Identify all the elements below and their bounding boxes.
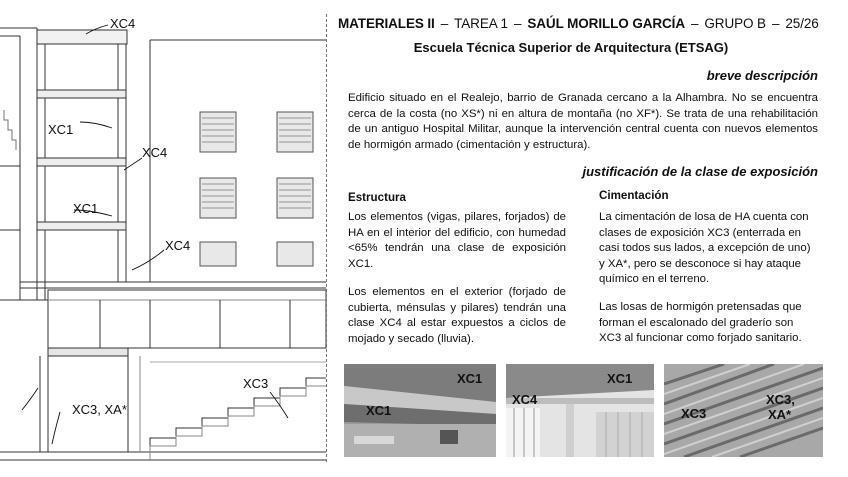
- label-xc4-mid: XC4: [142, 145, 168, 160]
- photo2-label-xc1: XC1: [607, 371, 633, 386]
- cimentacion-paragraph-1: La cimentación de losa de HA cuenta con clases de exposición XC3 (enterrada en casi todos sus lados, a excepción de uno) y XA*, pero se desconoce si hay ataque químico en el terreno.: [599, 211, 811, 286]
- photo1-label-b: XC1: [366, 403, 392, 418]
- estructura-paragraph-1: Los elementos (vigas, pilares, forjados) de HA en el interior del edificio, con humedad <65% tendrán una clase de exposición XC1.: [348, 211, 566, 270]
- cimentacion-paragraph-2: Las losas de hormigón pretensadas que forman el escalonado del graderío son XC3 al funcionar como forjado sanitario.: [599, 301, 802, 345]
- photo-exterior-structure: [506, 364, 654, 457]
- label-xc1-lower: XC1: [73, 201, 99, 216]
- separator: –: [771, 16, 780, 31]
- page-number: 25/26: [785, 16, 819, 31]
- separator: –: [440, 16, 449, 31]
- task-name: TAREA 1: [454, 16, 508, 31]
- description-title: breve descripción: [706, 68, 818, 83]
- group-name: GRUPO B: [704, 16, 766, 31]
- label-xc3-stairs: XC3: [243, 376, 269, 391]
- building-section-drawing: [0, 0, 328, 477]
- page-divider: [326, 14, 327, 462]
- document-header: [338, 16, 828, 31]
- photo3-label-xa: XA*: [768, 407, 792, 422]
- estructura-heading: Estructura: [348, 191, 406, 204]
- label-xc1-upper: XC1: [48, 122, 74, 137]
- separator: –: [513, 16, 522, 31]
- photo2-label-xc4: XC4: [512, 392, 538, 407]
- justification-title: justificación de la clase de exposición: [582, 164, 818, 179]
- label-xc4-top: XC4: [110, 16, 136, 31]
- photo1-label-a: XC1: [457, 371, 483, 386]
- estructura-paragraph-2: Los elementos en el exterior (forjado de cubierta, ménsulas y pilares) tendrán una clase XC4 al estar expuestos a ciclos de mojado y secado (lluvia).: [348, 286, 566, 345]
- photo3-label-xc3: XC3: [681, 406, 707, 421]
- separator: –: [690, 16, 699, 31]
- cimentacion-heading: Cimentación: [599, 189, 669, 202]
- label-xc4-low: XC4: [165, 238, 191, 253]
- photo-foundation-seating: [664, 364, 823, 457]
- school-name: Escuela Técnica Superior de Arquitectura (ETSAG): [413, 40, 729, 55]
- photo3-label-xc3-comma: XC3,: [766, 392, 795, 407]
- label-xc3-xa: XC3, XA*: [72, 402, 127, 417]
- course-name: MATERIALES II: [338, 16, 435, 31]
- author-name: SAÚL MORILLO GARCÍA: [527, 16, 685, 31]
- description-text: Edificio situado en el Realejo, barrio de Granada cercano a la Alhambra. No se encuentra cerca de la costa (no XS*) ni en altura de montaña (no XF*). Se trata de una rehabilitación de un antiguo Hospital Militar, aunque la intervención central cuenta con nuevos elementos de hormigón armado (cimentación y estructura).: [348, 92, 818, 151]
- photo-interior-structure: [344, 364, 496, 457]
